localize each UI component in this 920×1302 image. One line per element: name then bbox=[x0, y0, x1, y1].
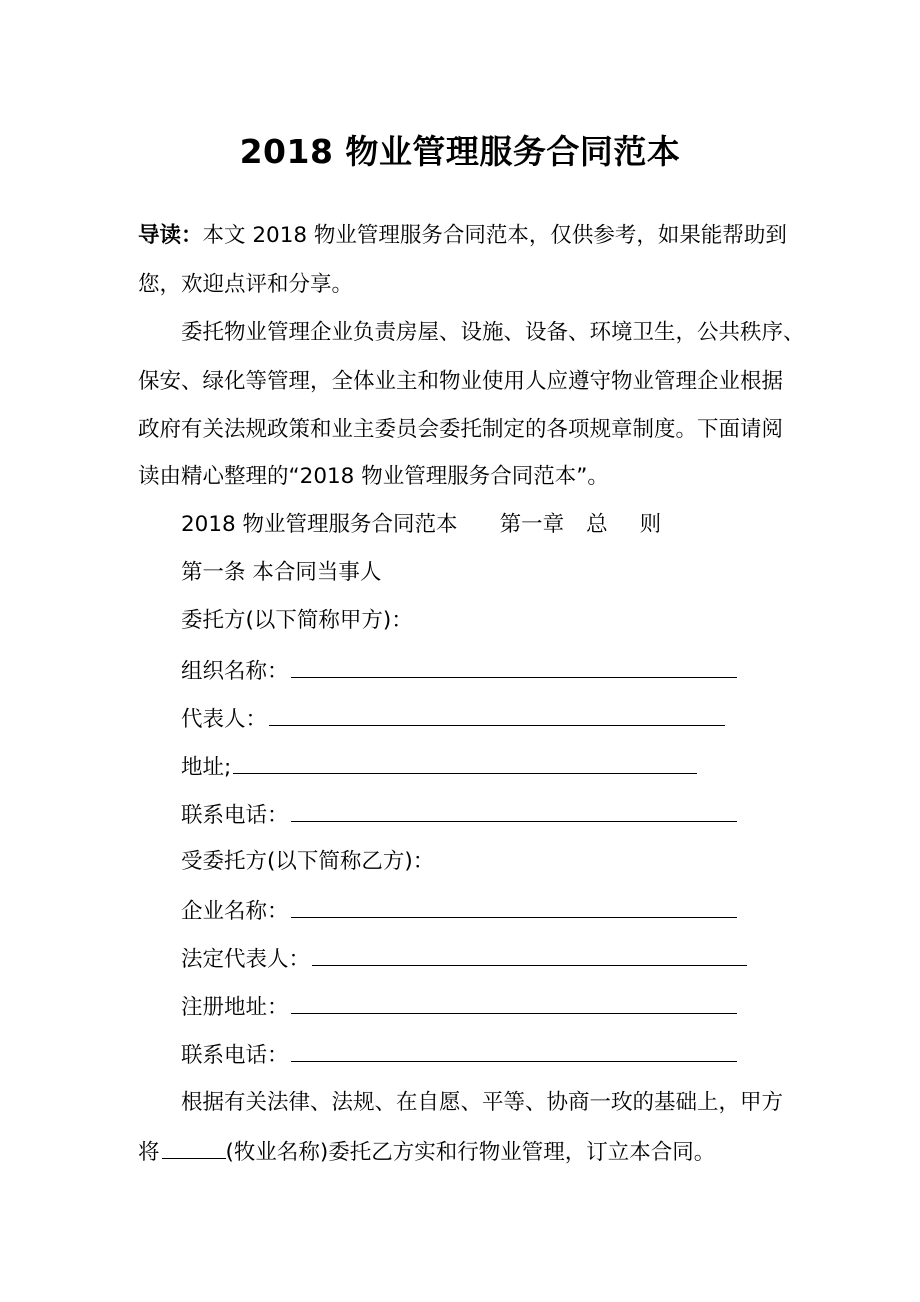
heading-doc-name: 2018 物业管理服务合同范本 bbox=[181, 512, 458, 537]
paragraph-line: 读由精心整理的“2018 物业管理服务合同范本”。 bbox=[138, 464, 609, 489]
intro-label: 导读： bbox=[138, 223, 203, 248]
document-title: 2018 物业管理服务合同范本 bbox=[239, 132, 681, 171]
chapter-title-b: 则 bbox=[639, 512, 662, 537]
intro-text-1: 本文 2018 物业管理服务合同范本，仅供参考，如果能帮助到 bbox=[202, 223, 787, 248]
intro-line-2: 您，欢迎点评和分享。 bbox=[138, 272, 354, 297]
representative-label: 代表人： bbox=[181, 707, 268, 732]
field-row bbox=[181, 799, 737, 831]
field-row bbox=[181, 1039, 737, 1071]
paragraph-line: 保安、绿化等管理，全体业主和物业使用人应遵守物业管理企业根据 bbox=[138, 369, 784, 394]
chapter-heading bbox=[181, 510, 661, 540]
article-heading: 第一条 本合同当事人 bbox=[181, 560, 382, 585]
closing-text-b: (牧业名称)委托乙方实和行物业管理，订立本合同。 bbox=[225, 1140, 716, 1165]
paragraph-line: 政府有关法规政策和业主委员会委托制定的各项规章制度。下面请阅 bbox=[138, 417, 784, 442]
field-row bbox=[181, 703, 725, 735]
paragraph-line: 委托物业管理企业负责房屋、设施、设备、环境卫生，公共秩序、 bbox=[181, 320, 805, 345]
legal-rep-blank[interactable] bbox=[312, 943, 747, 966]
field-row bbox=[181, 751, 697, 783]
legal-rep-label: 法定代表人： bbox=[181, 947, 311, 972]
closing-line-2 bbox=[138, 1136, 715, 1168]
closing-text-a: 将 bbox=[138, 1140, 160, 1165]
chapter-number: 第一章 bbox=[499, 512, 565, 537]
representative-blank[interactable] bbox=[269, 703, 725, 726]
address-label: 地址; bbox=[181, 755, 232, 780]
party-b-label: 受委托方(以下简称乙方)： bbox=[181, 849, 435, 874]
field-row bbox=[181, 943, 747, 975]
reg-address-label: 注册地址： bbox=[181, 995, 289, 1020]
field-row bbox=[181, 655, 737, 687]
company-name-blank[interactable] bbox=[291, 895, 737, 918]
company-name-label: 企业名称： bbox=[181, 899, 289, 924]
field-row bbox=[181, 991, 737, 1023]
reg-address-blank[interactable] bbox=[291, 991, 737, 1014]
field-row bbox=[181, 895, 737, 927]
address-blank[interactable] bbox=[233, 751, 697, 774]
intro-line-1 bbox=[138, 221, 787, 251]
property-name-blank[interactable] bbox=[162, 1136, 226, 1159]
phone-label-b: 联系电话： bbox=[181, 1043, 289, 1068]
phone-blank-a[interactable] bbox=[291, 799, 737, 822]
org-name-blank[interactable] bbox=[291, 655, 737, 678]
phone-blank-b[interactable] bbox=[291, 1039, 737, 1062]
chapter-title-a: 总 bbox=[586, 512, 608, 537]
org-name-label: 组织名称： bbox=[181, 659, 289, 684]
closing-line-1: 根据有关法律、法规、在自愿、平等、协商一玫的基础上，甲方 bbox=[181, 1090, 784, 1115]
party-a-label: 委托方(以下简称甲方)： bbox=[181, 608, 413, 633]
phone-label-a: 联系电话： bbox=[181, 803, 289, 828]
